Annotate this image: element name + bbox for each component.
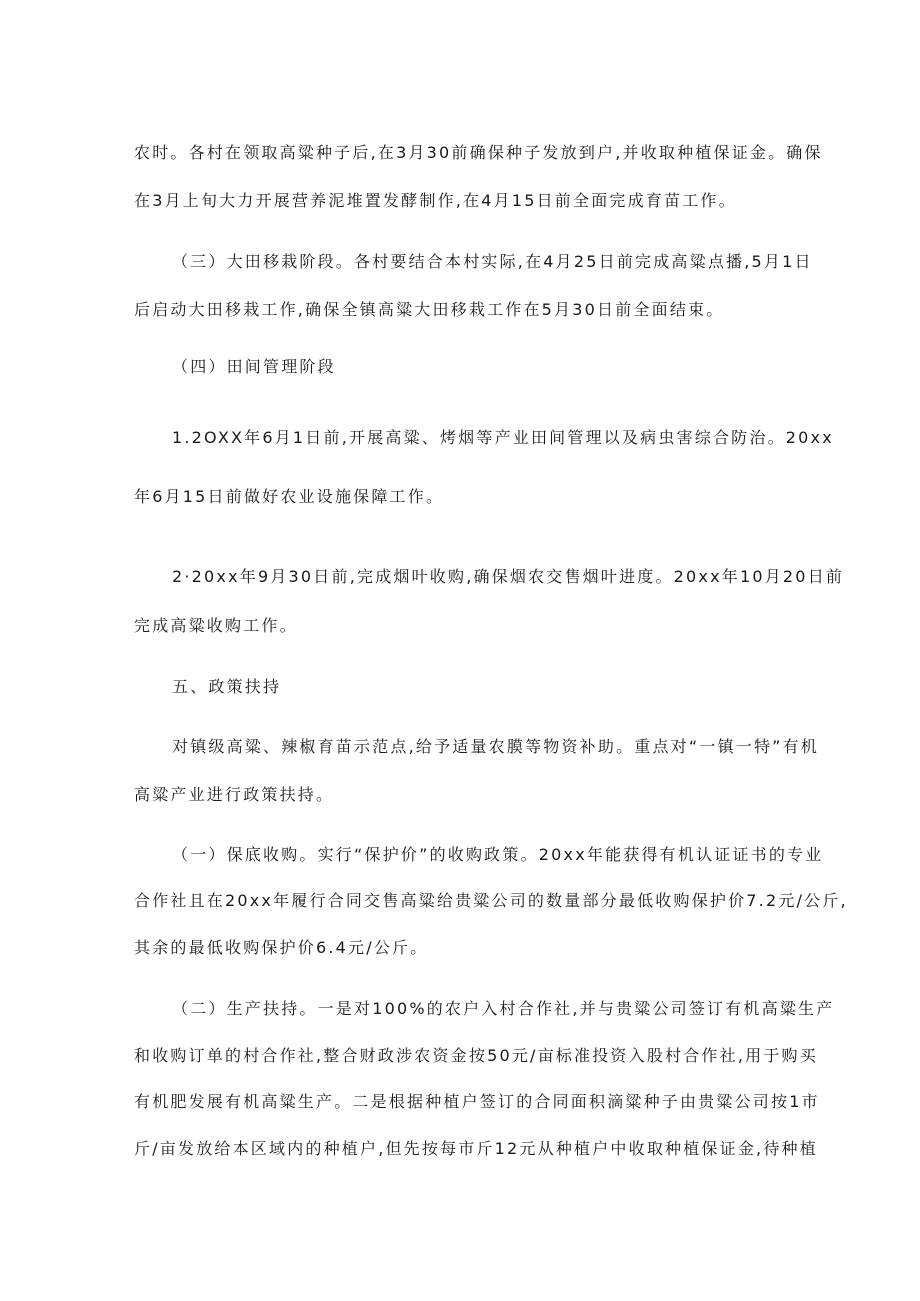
paragraph-2-line-2: 后启动大田移栽工作,确保全镇高粱大田移栽工作在5月30日前全面结束。: [134, 300, 725, 319]
paragraph-9-line-1: （二）生产扶持。一是对100%的农户入村合作社,并与贵粱公司签订有机高粱生产: [172, 999, 835, 1018]
paragraph-2-line-1: （三）大田移栽阶段。各村要结合本村实际,在4月25日前完成高粱点播,5月1日: [172, 252, 813, 271]
paragraph-9-line-2: 和收购订单的村合作社,整合财政涉农资金按50元/亩标准投资入股村合作社,用于购买: [134, 1046, 818, 1065]
paragraph-9-line-3: 有机肥发展有机高粱生产。二是根据种植户签订的合同面积滴粱种子由贵粱公司按1市: [134, 1092, 820, 1111]
paragraph-8-line-1: （一）保底收购。实行“保护价”的收购政策。20xx年能获得有机认证证书的专业: [172, 845, 824, 864]
paragraph-5-line-2: 完成高粱收购工作。: [134, 616, 298, 635]
paragraph-4-line-2: 年6月15日前做好农业设施保障工作。: [134, 487, 445, 506]
paragraph-1-line-2: 在3月上旬大力开展营养泥堆置发酵制作,在4月15日前全面完成育苗工作。: [134, 191, 737, 210]
paragraph-8-line-3: 其余的最低收购保护价6.4元/公斤。: [134, 938, 429, 957]
paragraph-7-line-1: 对镇级高粱、辣椒育苗示范点,给予适量农膜等物资补助。重点对“一镇一特”有机: [172, 737, 820, 756]
paragraph-4-line-1: 1.2OXX年6月1日前,开展高粱、烤烟等产业田间管理以及病虫害综合防治。20xx: [172, 428, 834, 447]
paragraph-7-line-2: 高粱产业进行政策扶持。: [134, 785, 335, 804]
paragraph-8-line-2: 合作社且在20xx年履行合同交售高粱给贵粱公司的数量部分最低收购保护价7.2元/公斤,: [134, 891, 848, 910]
paragraph-5-line-1: 2·20xx年9月30日前,完成烟叶收购,确保烟农交售烟叶进度。20xx年10月20日前: [172, 567, 845, 586]
paragraph-9-line-4: 斤/亩发放给本区域内的种植户,但先按每市斤12元从种植户中收取种植保证金,待种植: [134, 1139, 818, 1158]
paragraph-1-line-1: 农时。各村在领取高粱种子后,在3月30前确保种子发放到户,并收取种植保证金。确保: [134, 143, 823, 162]
section-heading-field-management: （四）田间管理阶段: [172, 357, 336, 376]
section-heading-policy-support: 五、政策扶持: [172, 677, 282, 696]
